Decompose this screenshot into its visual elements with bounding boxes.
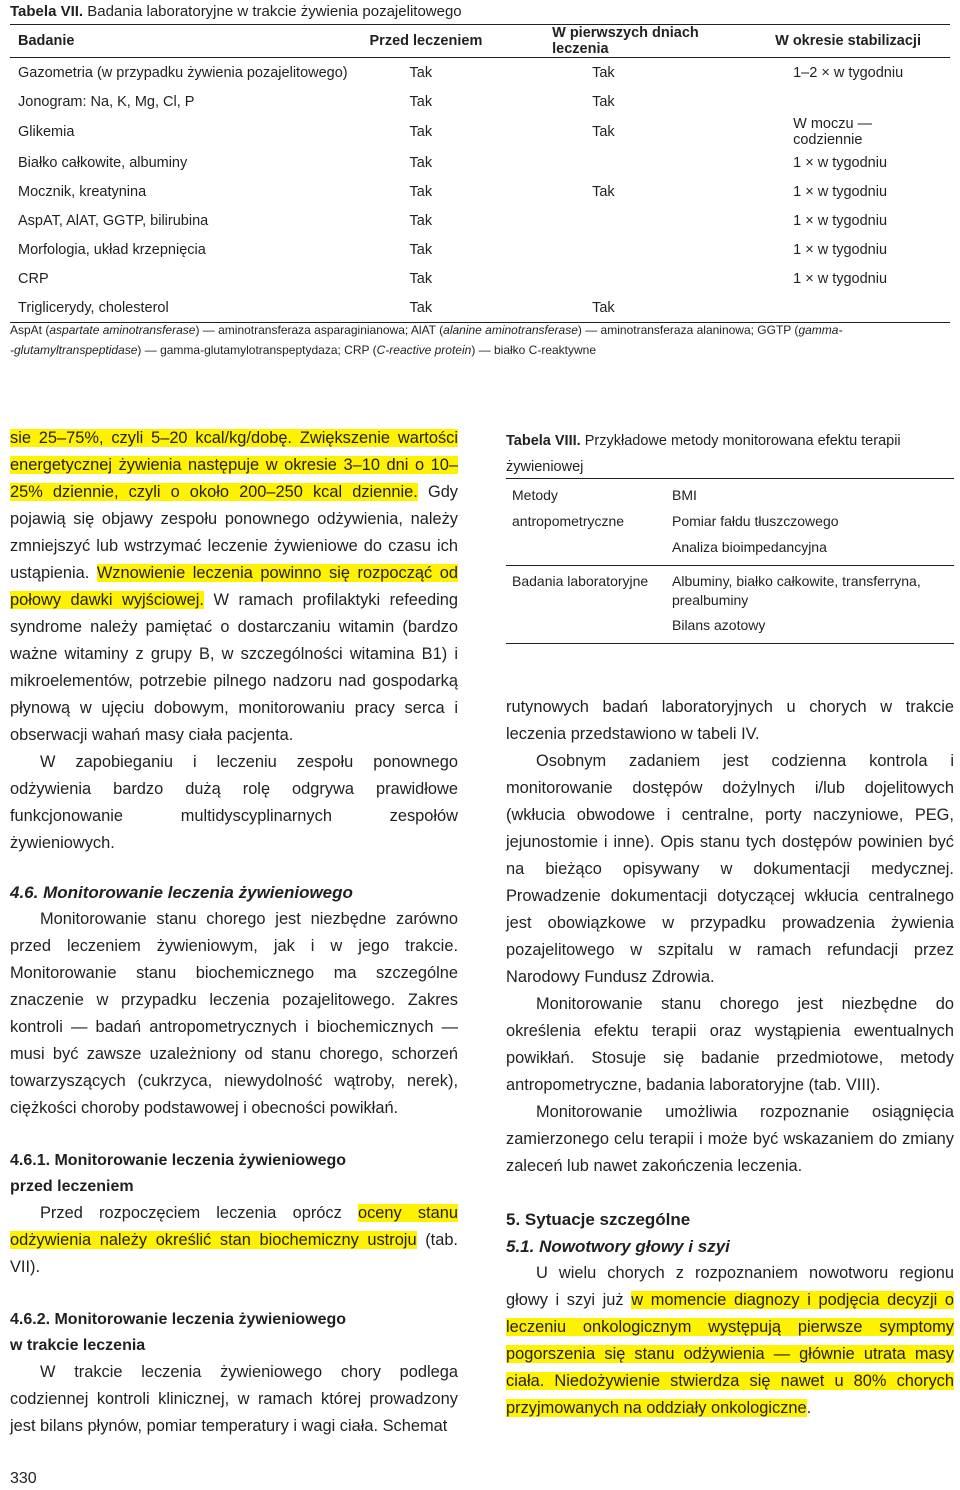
table-cell: Tak bbox=[409, 124, 433, 140]
table8-title: Przykładowe metody monitorowana efektu terapii żywieniowej bbox=[506, 433, 901, 475]
table-cell: 1 × w tygodniu bbox=[793, 212, 888, 229]
paragraph: U wielu chorych z rozpoznaniem nowotworu regionu głowy i szyi już w momencie diagnozy i podjęcia decyzji o leczeniu onkologicznym występują pierwsze symptomy pogorszenia się stanu odżywienia — głównie utrata masy ciała. Niedożywienie stwierdza się nawet u 80% chorych przyjmowanych na oddziały onkologiczne. bbox=[506, 1264, 954, 1417]
table-cell: Tak bbox=[409, 183, 433, 200]
table-cell: AspAT, AlAT, GGTP, bilirubina bbox=[18, 212, 209, 229]
table-cell: Badania laboratoryjne bbox=[512, 573, 649, 589]
table7-header: Przed leczeniem bbox=[362, 25, 545, 58]
table7-footnote: AspAt (aspartate aminotransferase) — aminotransferaza asparaginianowa; AlAT (alanine aminotransferase) — aminotransferaza alaninowa; GGTP (gamma- -glutamyltranspeptidase) — gamma-glutamylotranspeptydaza; CRP (C-reactive protein) — białko C-reaktywne bbox=[10, 323, 843, 357]
table-row bbox=[10, 148, 950, 177]
table8-caption bbox=[506, 428, 954, 480]
table-cell: Jonogram: Na, K, Mg, Cl, P bbox=[18, 93, 195, 110]
table-cell: 1 × w tygodniu bbox=[793, 183, 888, 200]
table-row bbox=[10, 177, 950, 206]
table-cell: Tak bbox=[362, 293, 545, 323]
highlighted-text: w momencie diagnozy i podjęcia decyzji o leczeniu onkologicznym występują pierwsze symptomy pogorszenia się stanu odżywienia — głównie utrata masy ciała. Niedożywienie stwierdza się nawet u 80% chorych przyjmowanych na oddziały onkologiczne bbox=[506, 1291, 954, 1417]
subsection-heading: 4.6.1. Monitorowanie leczenia żywieniowego przed leczeniem bbox=[10, 1152, 347, 1195]
table-row bbox=[10, 235, 950, 264]
paragraph: Monitorowanie umożliwia rozpoznanie osiągnięcia zamierzonego celu terapii i może być wskazaniem do zmiany zaleceń lub nawet zakończenia leczenia. bbox=[506, 1103, 954, 1175]
table-cell: Pomiar fałdu tłuszczowego bbox=[672, 513, 839, 529]
table7-header: W okresie stabilizacji bbox=[767, 25, 950, 58]
table-row bbox=[506, 479, 954, 565]
paragraph: Monitorowanie stanu chorego jest niezbędne zarówno przed leczeniem żywieniowym, jak i w jego trakcie. Monitorowanie stanu biochemicznego ma szczególne znaczenie w przypadku leczenia pozajelitowego. Zakres kontroli — badań antropometrycznych i biochemicznych — musi być zawsze uzależniony od stanu chorego, schorzeń towarzyszących (cukrzyca, niewydolność wątroby, nerek), ciężkości choroby podstawowej i obecności powikłań. bbox=[10, 910, 458, 1117]
table7-header: Badanie bbox=[10, 25, 362, 58]
table-cell: 1 × w tygodniu bbox=[793, 270, 888, 287]
table7-header-row bbox=[10, 25, 950, 58]
highlighted-text: sie 25–75%, czyli 5–20 kcal/kg/dobę. Zwiększenie wartości energetycznej żywienia następuje w okresie 3–10 dni o 10–25% dziennie, czyli o około 200–250 kcal dziennie. bbox=[10, 429, 458, 501]
table-cell: Tak bbox=[409, 64, 433, 81]
right-column bbox=[506, 694, 954, 1422]
table-cell: Metody antropometryczne bbox=[512, 487, 625, 529]
table-cell: Tak bbox=[592, 64, 615, 81]
table-row bbox=[10, 116, 950, 148]
table-cell bbox=[544, 264, 767, 293]
paragraph: W trakcie leczenia żywieniowego chory podlega codziennej kontroli klinicznej, w ramach której prowadzony jest bilans płynów, pomiar temperatury i wagi ciała. Schemat bbox=[10, 1363, 458, 1435]
table-cell: Mocznik, kreatynina bbox=[18, 183, 147, 200]
table-cell: Triglicerydy, cholesterol bbox=[10, 293, 362, 323]
table-cell: 1–2 × w tygodniu bbox=[793, 64, 904, 81]
table-cell bbox=[544, 148, 767, 177]
table-cell: Tak bbox=[409, 154, 433, 171]
highlighted-text: oceny stanu odżywienia należy określić stan biochemiczny ustroju bbox=[10, 1204, 458, 1249]
left-column bbox=[10, 425, 458, 1440]
page-number: 330 bbox=[10, 1470, 37, 1487]
table-row bbox=[10, 206, 950, 235]
table-cell bbox=[767, 87, 950, 116]
table-cell: Tak bbox=[592, 93, 615, 110]
table-row bbox=[506, 565, 954, 643]
table-cell: Morfologia, układ krzepnięcia bbox=[18, 241, 206, 258]
table-row bbox=[10, 87, 950, 116]
table7-title: Badania laboratoryjne w trakcie żywienia pozajelitowego bbox=[87, 3, 462, 20]
paragraph: sie 25–75%, czyli 5–20 kcal/kg/dobę. Zwiększenie wartości energetycznej żywienia następuje w okresie 3–10 dni o 10–25% dziennie, czyli o około 200–250 kcal dziennie. Gdy pojawią się objawy zespołu ponownego odżywienia, należy zmniejszyć lub wstrzymać leczenie żywieniowe do czasu ich ustąpienia. Wznowienie leczenia powinno się rozpocząć od połowy dawki wyjściowej. W ramach profilaktyki refeeding syndrome należy pamiętać o dostarczaniu witamin (bardzo ważne witaminy z grupy B, w szczególności witamina B1) i mikroelementów, potrzebie pilnego nadzoru nad gospodarką płynową w ujęciu dobowym, monitorowaniu pracy serca i obserwacji wahań masy ciała pacjenta. bbox=[10, 429, 459, 744]
table-cell: Glikemia bbox=[18, 124, 75, 140]
section-heading: 5. Sytuacje szczególne bbox=[506, 1210, 691, 1229]
table-cell: Tak bbox=[409, 93, 433, 110]
table-cell: Bilans azotowy bbox=[672, 617, 766, 633]
table-cell: Gazometria (w przypadku żywienia pozajelitowego) bbox=[18, 64, 348, 81]
subsection-heading: 5.1. Nowotwory głowy i szyi bbox=[506, 1237, 730, 1256]
table-cell: Tak bbox=[592, 183, 615, 200]
table7-label: Tabela VII. bbox=[10, 3, 84, 20]
paragraph: Osobnym zadaniem jest codzienna kontrola i monitorowanie dostępów dożylnych i/lub dojelitowych (wkłucia obwodowe i centralne, porty naczyniowe, PEG, jejunostomie i inne). Opis stanu tych dostępów powinien być na bieżąco opisywany w dokumentacji medycznej. Prowadzenie dokumentacji dotyczącej wkłucia centralnego jest obowiązkowe w przypadku prowadzenia żywienia pozajelitowego w szpitalu w ramach refundacji przez Narodowy Fundusz Zdrowia. bbox=[506, 752, 954, 986]
table-cell: Tak bbox=[544, 293, 767, 323]
paragraph: W zapobieganiu i leczeniu zespołu ponownego odżywienia bardzo dużą rolę odgrywa prawidłowe funkcjonowanie multidyscyplinarnych zespołów żywieniowych. bbox=[10, 753, 458, 852]
table-cell: W moczu — codziennie bbox=[793, 116, 873, 148]
table-cell: Tak bbox=[409, 241, 433, 258]
paragraph: Przed rozpoczęciem leczenia oprócz oceny stanu odżywienia należy określić stan biochemiczny ustroju (tab. VII). bbox=[10, 1204, 458, 1276]
table-cell: BMI bbox=[672, 487, 697, 503]
table8 bbox=[506, 478, 954, 644]
table7-header: W pierwszych dniach leczenia bbox=[544, 25, 767, 58]
table7 bbox=[10, 24, 950, 323]
table-cell: Albuminy, białko całkowite, transferryna, prealbuminy bbox=[672, 573, 921, 608]
table-cell bbox=[544, 206, 767, 235]
paragraph: rutynowych badań laboratoryjnych u chorych w trakcie leczenia przedstawiono w tabeli IV. bbox=[506, 698, 954, 743]
table-cell: 1 × w tygodniu bbox=[793, 241, 888, 258]
table-cell: 1 × w tygodniu bbox=[793, 154, 888, 171]
table-cell bbox=[544, 235, 767, 264]
table-cell: Białko całkowite, albuminy bbox=[18, 154, 188, 171]
highlighted-text: Wznowienie leczenia powinno się rozpocząć od połowy dawki wyjściowej. bbox=[10, 564, 458, 609]
table-row bbox=[10, 58, 950, 88]
table8-label: Tabela VIII. bbox=[506, 433, 581, 449]
table7-caption bbox=[10, 3, 950, 21]
table-cell: Analiza bioimpedancyjna bbox=[672, 539, 827, 555]
table-cell: Tak bbox=[409, 270, 433, 287]
paragraph: Monitorowanie stanu chorego jest niezbędne do określenia efektu terapii oraz wystąpienia ewentualnych powikłań. Stosuje się badanie przedmiotowe, metody antropometryczne, badania laboratoryjne (tab. VIII). bbox=[506, 995, 954, 1094]
table-cell bbox=[767, 293, 950, 323]
table-row bbox=[10, 293, 950, 323]
table-cell: CRP bbox=[18, 270, 49, 287]
subsection-heading: 4.6.2. Monitorowanie leczenia żywieniowego w trakcie leczenia bbox=[10, 1311, 347, 1354]
table-cell: Tak bbox=[592, 124, 615, 140]
section-heading: 4.6. Monitorowanie leczenia żywieniowego bbox=[10, 883, 353, 902]
table-row bbox=[10, 264, 950, 293]
table-cell: Tak bbox=[409, 212, 433, 229]
